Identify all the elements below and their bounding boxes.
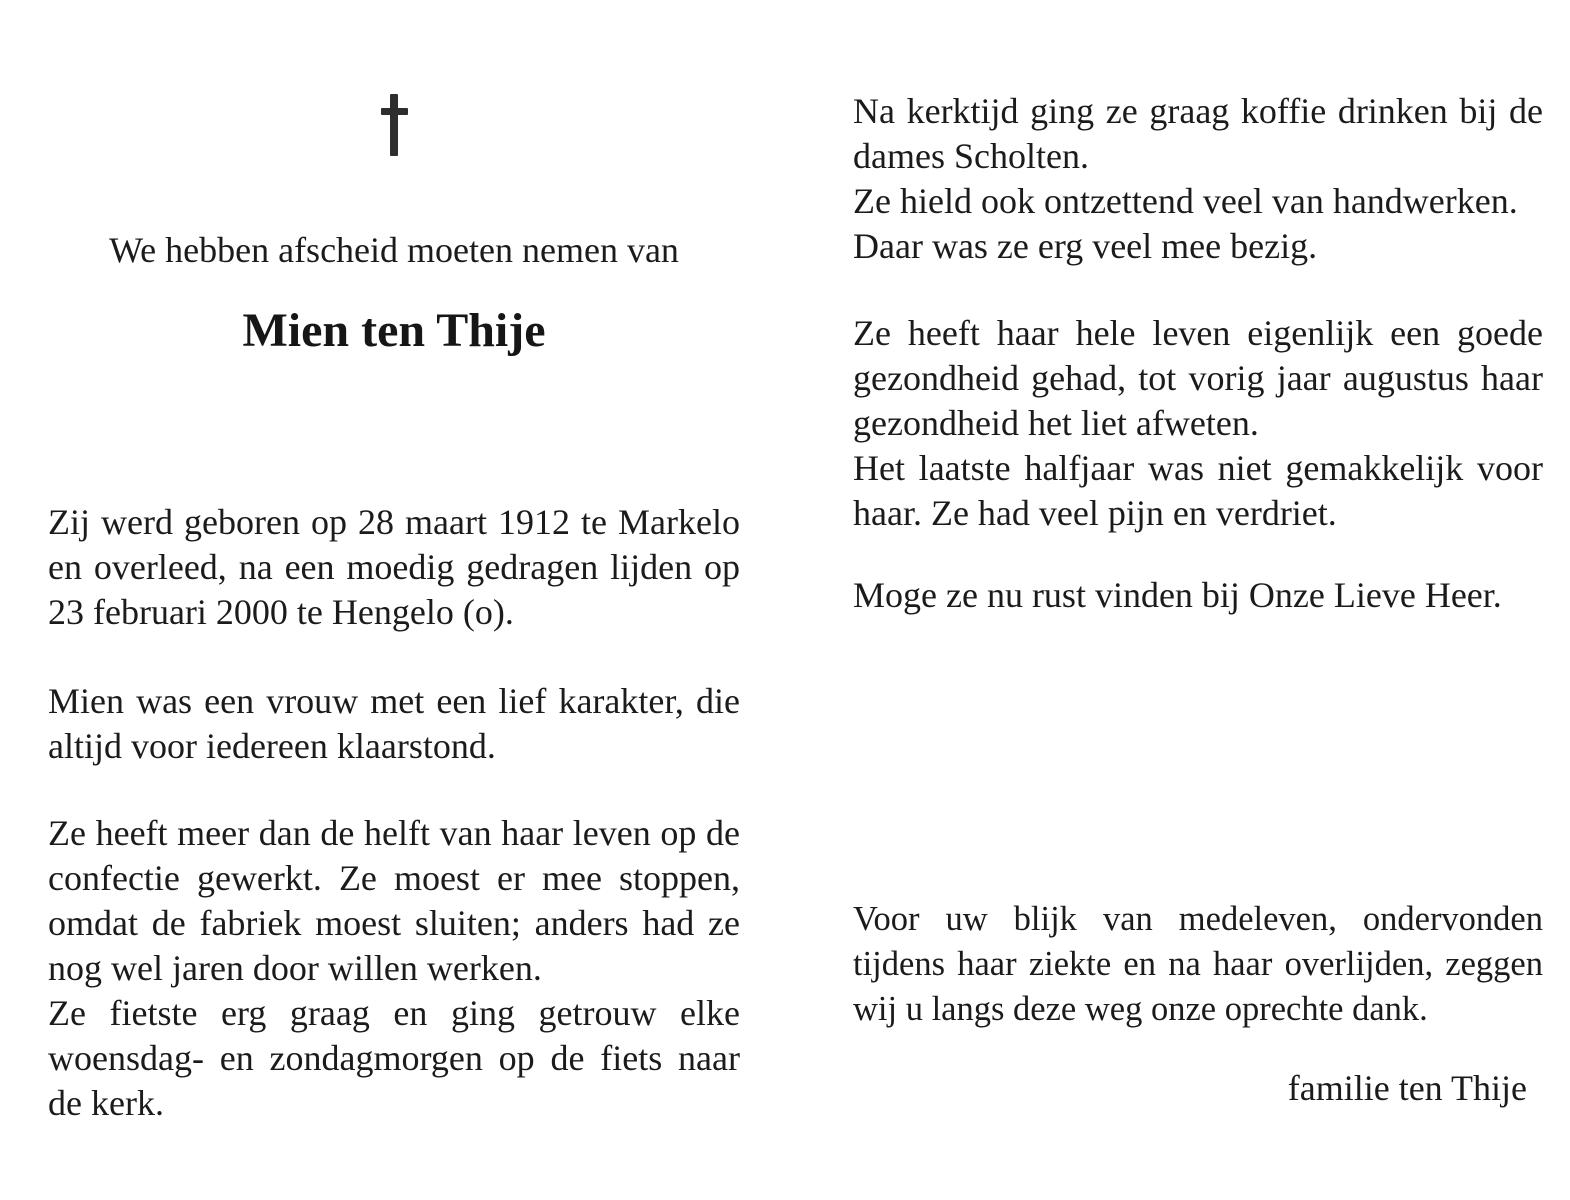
- cross-vertical-bar: [390, 94, 398, 156]
- paragraph-health: [853, 311, 1543, 536]
- paragraph-character: Mien was een vrouw met een lief karakter, die altijd voor iedereen klaarstond.: [48, 681, 740, 766]
- paragraph-handicrafts-busy: Daar was ze erg veel mee bezig.: [853, 226, 1318, 266]
- paragraph-rest-blessing: Moge ze nu rust vinden bij Onze Lieve Heer.: [853, 575, 1502, 615]
- paragraph-thanks: Voor uw blijk van medeleven, ondervonden tijdens haar ziekte en na haar overlijden, zeggen wij u langs deze weg onze oprechte dank.: [853, 900, 1543, 1028]
- paragraph-work-cycling: Ze fietste erg graag en ging getrouw elke woensdag- en zondagmorgen op de fiets naar de kerk.: [48, 993, 740, 1123]
- paragraph-handicrafts: Ze hield ook ontzettend veel van handwerken.: [853, 181, 1518, 221]
- paragraph-work-factory: Ze heeft meer dan de helft van haar leven op de confectie gewerkt. Ze moest er mee stoppen, omdat de fabriek moest sluiten; anders had ze nog wel jaren door willen werken.: [48, 813, 740, 988]
- paragraph-work: [48, 811, 740, 1126]
- intro-line: We hebben afscheid moeten nemen van: [109, 230, 679, 270]
- family-signature: familie ten Thije: [1287, 1068, 1527, 1108]
- cross-horizontal-bar: [381, 108, 408, 115]
- latin-cross-icon: [381, 94, 408, 156]
- paragraph-health-good: Ze heeft haar hele leven eigenlijk een goede gezondheid gehad, tot vorig jaar augustus haar gezondheid het liet afweten.: [853, 313, 1543, 443]
- cross-icon-container: [48, 94, 740, 158]
- paragraph-coffee: [853, 89, 1543, 269]
- paragraph-health-last-months: Het laatste halfjaar was niet gemakkelijk voor haar. Ze had veel pijn en verdriet.: [853, 448, 1543, 533]
- paragraph-birth-death: Zij werd geboren op 28 maart 1912 te Markelo en overleed, na een moedig gedragen lijden op 23 februari 2000 te Hengelo (o).: [48, 502, 740, 632]
- deceased-name: Mien ten Thije: [242, 304, 546, 357]
- paragraph-coffee-church: Na kerktijd ging ze graag koffie drinken bij de dames Scholten.: [853, 91, 1543, 176]
